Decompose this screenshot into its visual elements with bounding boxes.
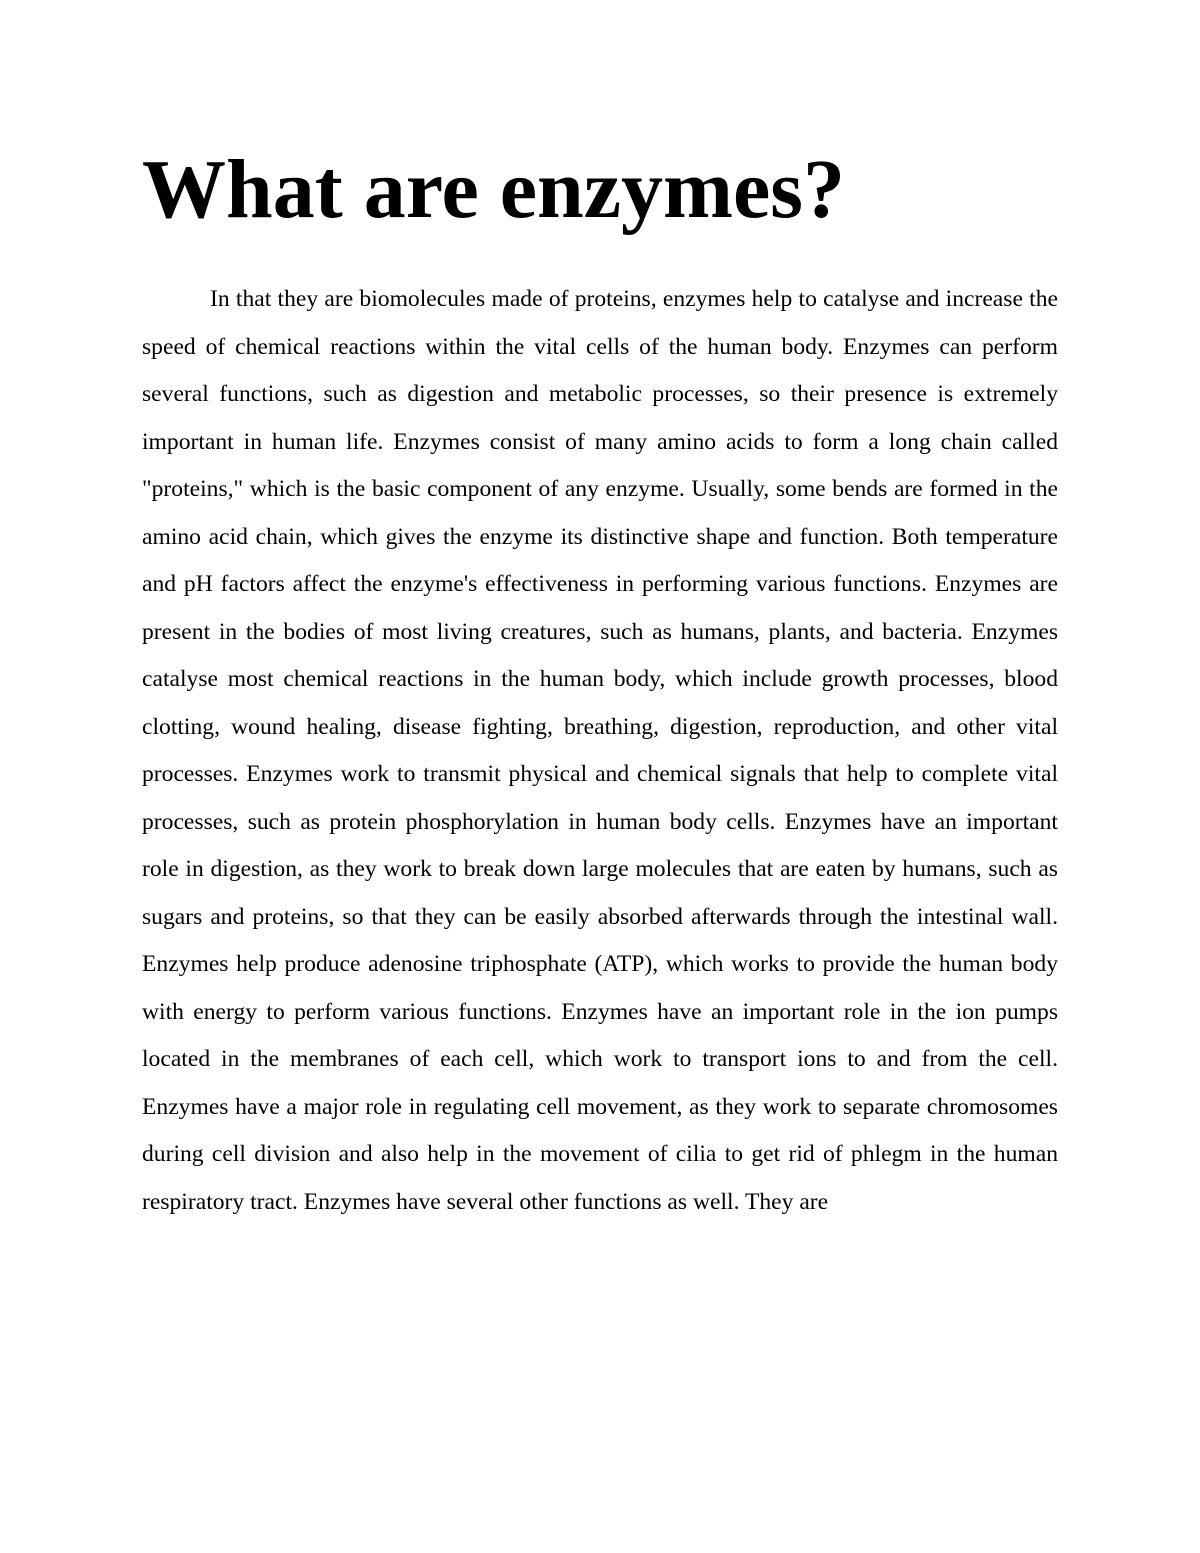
body-paragraph: In that they are biomolecules made of proteins, enzymes help to catalyse and increase the speed of chemical reactions within the vital cells of the human body. Enzymes can perform several functions, such as digestion and metabolic processes, so their presence is extremely important in human life. Enzymes consist of many amino acids to form a long chain called "proteins," which is the basic component of any enzyme. Usually, some bends are formed in the amino acid chain, which gives the enzyme its distinctive shape and function. Both temperature and pH factors affect the enzyme's effectiveness in performing various functions. Enzymes are present in the bodies of most living creatures, such as humans, plants, and bacteria. Enzymes catalyse most chemical reactions in the human body, which include growth processes, blood clotting, wound healing, disease fighting, breathing, digestion, reproduction, and other vital processes. Enzymes work to transmit physical and chemical signals that help to complete vital processes, such as protein phosphorylation in human body cells. Enzymes have an important role in digestion, as they work to break down large molecules that are eaten by humans, such as sugars and proteins, so that they can be easily absorbed afterwards through the intestinal wall. Enzymes help produce adenosine triphosphate (ATP), which works to provide the human body with energy to perform various functions. Enzymes have an important role in the ion pumps located in the membranes of each cell, which work to transport ions to and from the cell. Enzymes have a major role in regulating cell movement, as they work to separate chromosomes during cell division and also help in the movement of cilia to get rid of phlegm in the human respiratory tract. Enzymes have several other functions as well. They are [142,286,1058,1215]
document-title: What are enzymes? [142,143,845,236]
